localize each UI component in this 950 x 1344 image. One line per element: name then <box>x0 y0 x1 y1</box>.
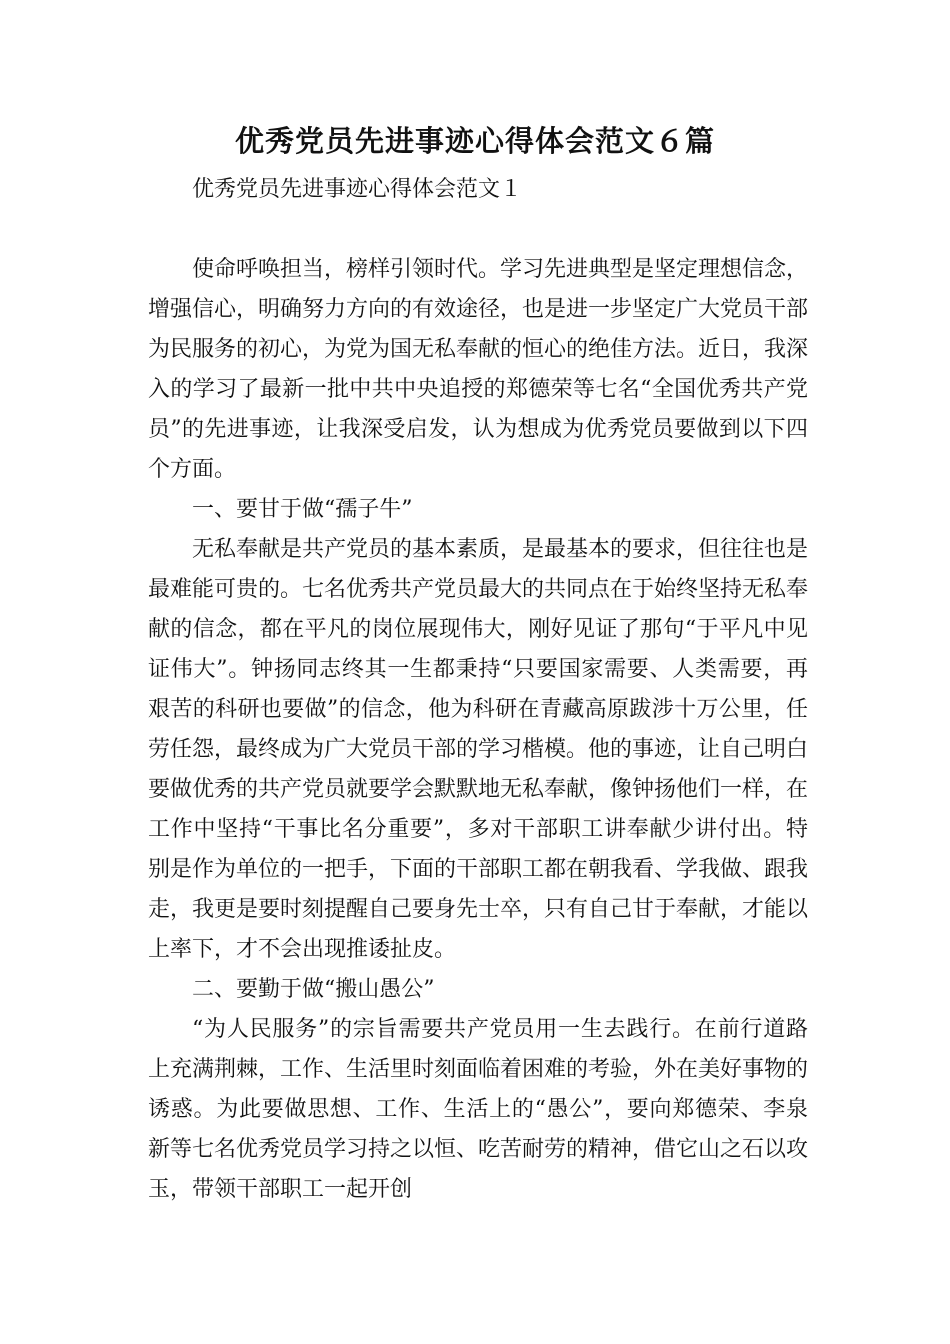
section-heading-1: 一、要甘于做“孺子牛” <box>192 497 413 522</box>
paragraph-section-2: “为人民服务”的宗旨需要共产党员用一生去践行。在前行道路上充满荆棘，工作、生活里时刻面临着困难的考验，外在美好事物的诱惑。为此要做思想、工作、生活上的“愚公”，要向郑德荣、李泉新等七名优秀党员学习持之以恒、吃苦耐劳的精神，借它山之石以攻玉，带领干部职工一起开创 <box>148 1017 809 1202</box>
paragraph-section-1: 无私奉献是共产党员的基本素质，是最基本的要求，但往往也是最难能可贵的。七名优秀共产党员最大的共同点在于始终坚持无私奉献的信念，都在平凡的岗位展现伟大，刚好见证了那句“于平凡中见证伟大”。钟扬同志终其一生都秉持“只要国家需要、人类需要，再艰苦的科研也要做”的信念，他为科研在青藏高原跋涉十万公里，任劳任怨，最终成为广大党员干部的学习楷模。他的事迹，让自己明白要做优秀的共产党员就要学会默默地无私奉献，像钟扬他们一样，在工作中坚持“干事比名分重要”，多对干部职工讲奉献少讲付出。特别是作为单位的一把手，下面的干部职工都在朝我看、学我做、跟我走，我更是要时刻提醒自己要身先士卒，只有自己甘于奉献，才能以上率下，才不会出现推诿扯皮。 <box>148 537 809 962</box>
section-heading-2: 二、要勤于做“搬山愚公” <box>192 977 435 1002</box>
document-title: 优秀党员先进事迹心得体会范文６篇 <box>234 124 715 158</box>
document-subtitle: 优秀党员先进事迹心得体会范文１ <box>192 177 523 202</box>
document-body <box>148 170 808 1210</box>
paragraph-intro: 使命呼唤担当，榜样引领时代。学习先进典型是坚定理想信念，增强信心，明确努力方向的有效途径，也是进一步坚定广大党员干部为民服务的初心，为党为国无私奉献的恒心的绝佳方法。近日，我深入的学习了最新一批中共中央追授的郑德荣等七名“全国优秀共产党员”的先进事迹，让我深受启发，认为想成为优秀党员要做到以下四个方面。 <box>148 257 809 482</box>
